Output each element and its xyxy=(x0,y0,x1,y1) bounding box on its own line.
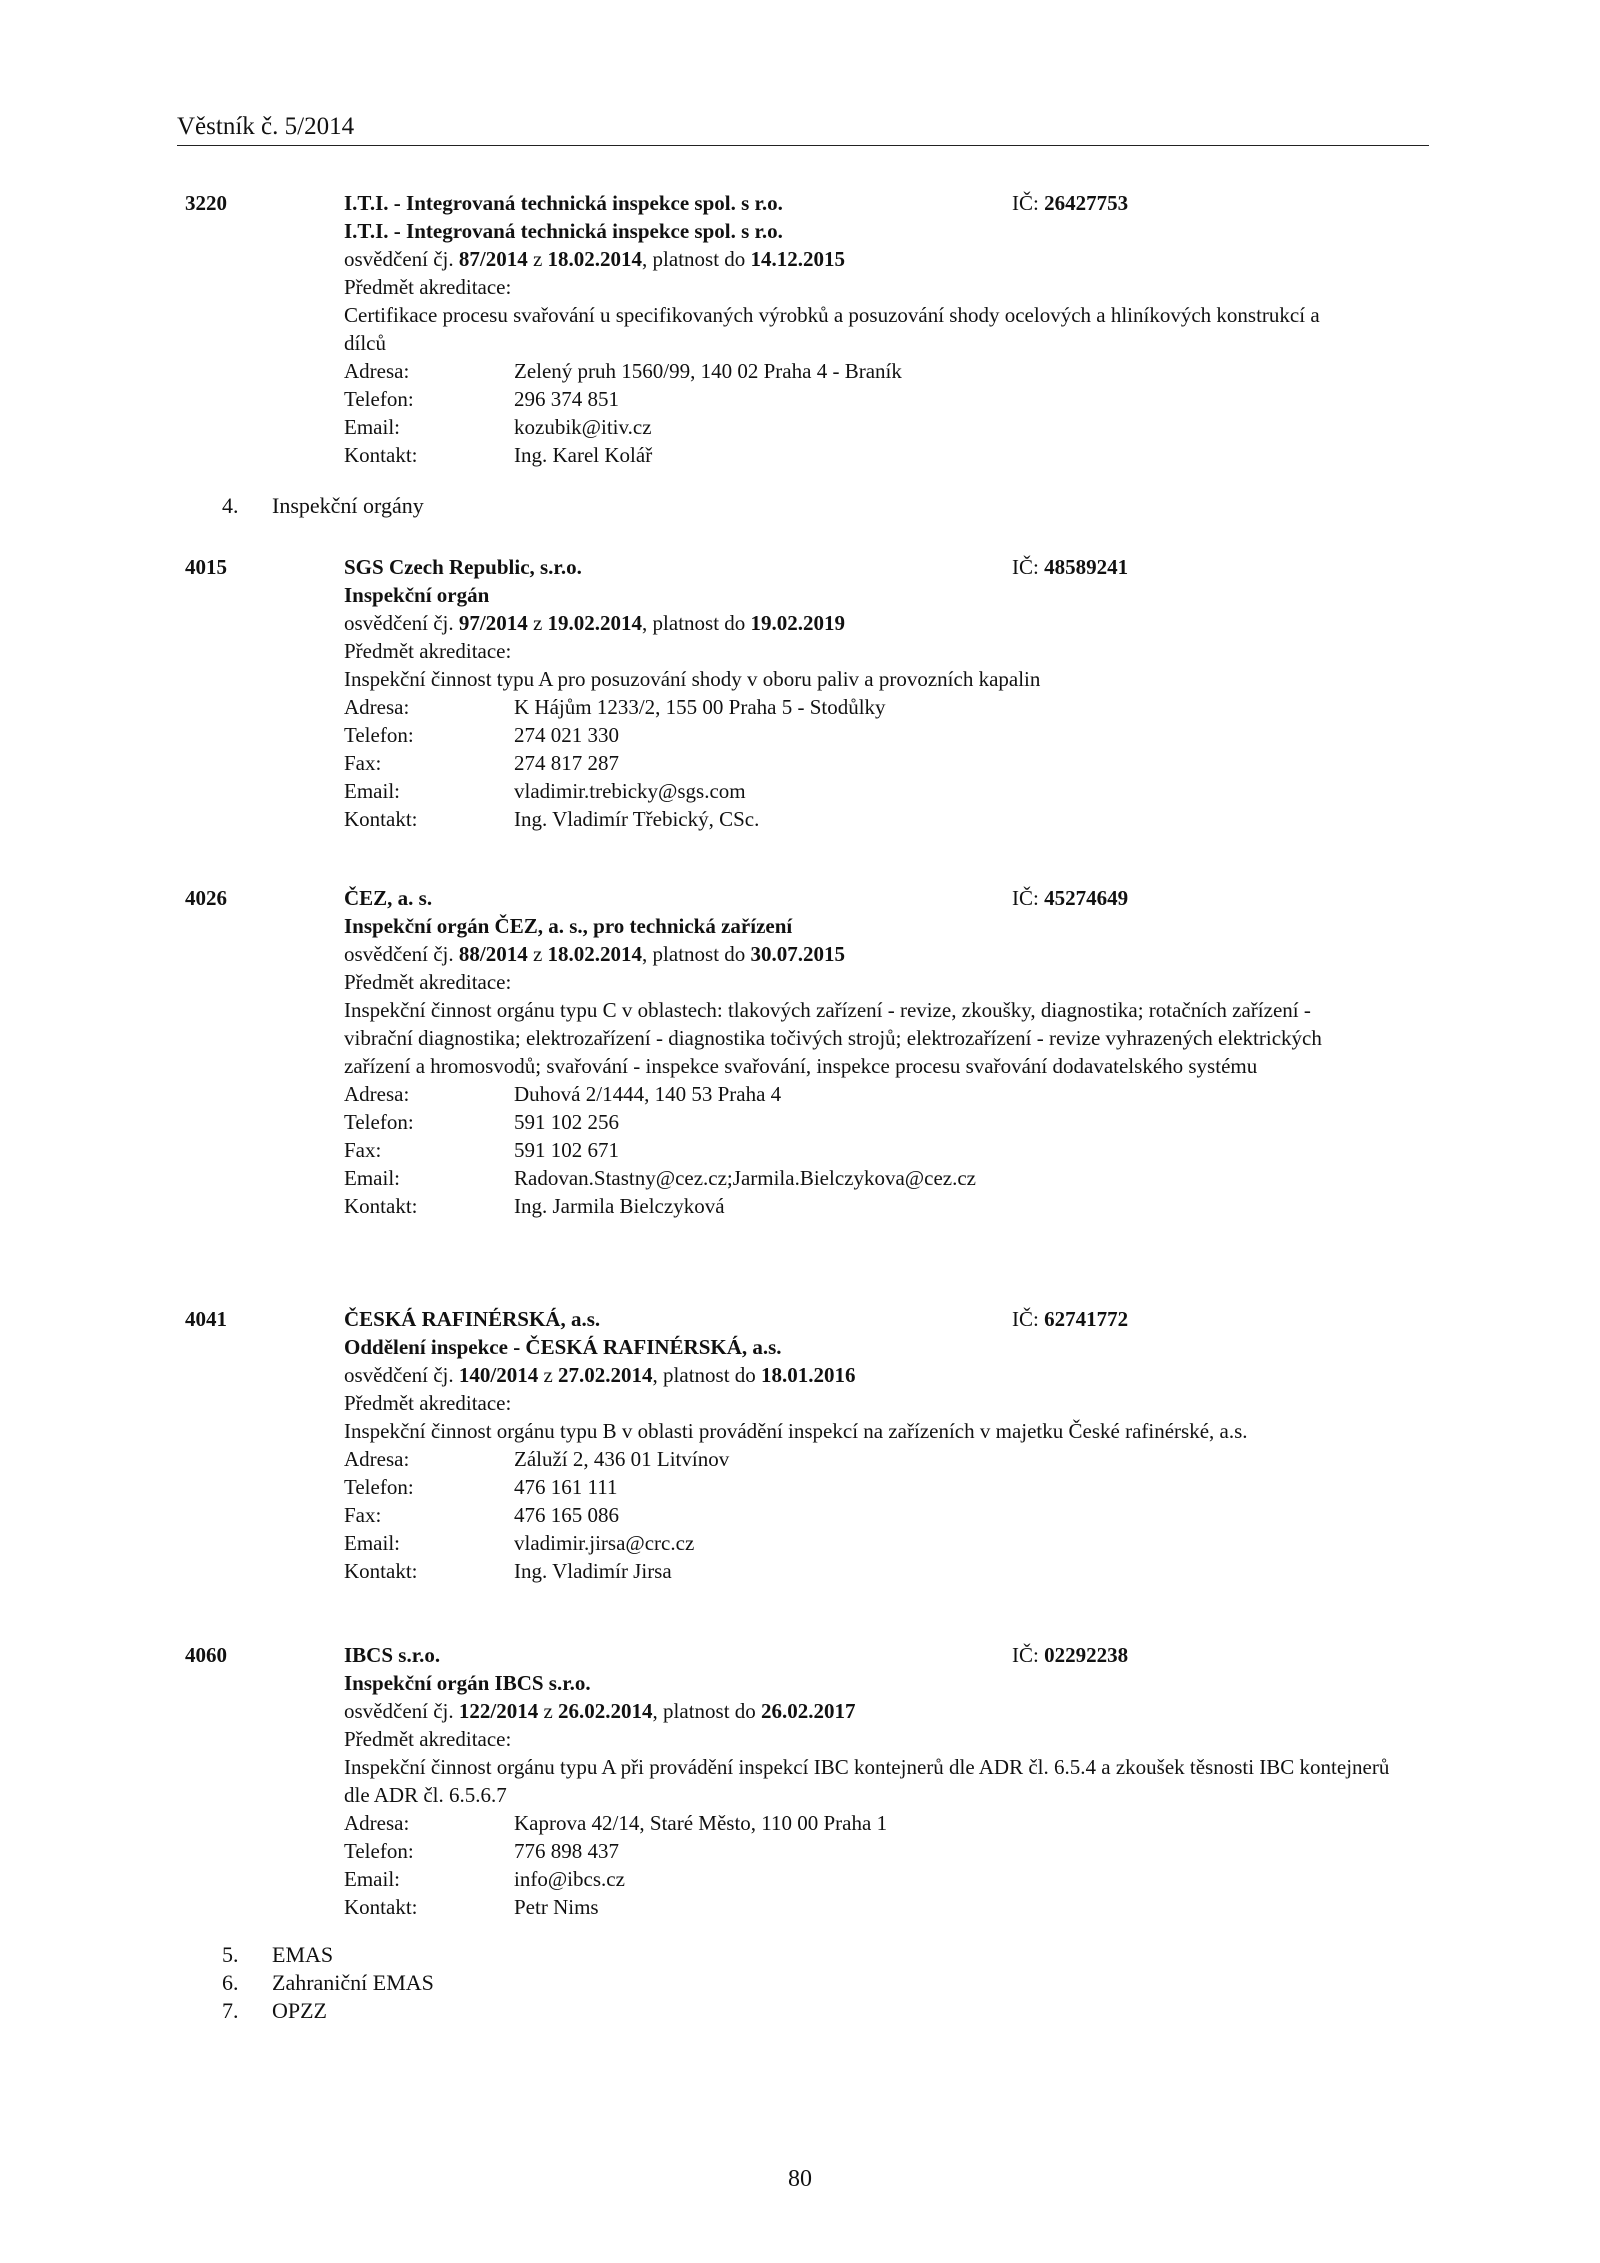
entity-name: I.T.I. - Integrovaná technická inspekce spol. s r.o. xyxy=(344,191,783,215)
entity-subname: Oddělení inspekce - ČESKÁ RAFINÉRSKÁ, a.s. xyxy=(344,1335,782,1359)
phone-row: Telefon: 591 102 256 xyxy=(344,1110,619,1134)
entry-body xyxy=(344,553,1424,833)
certificate-line: osvědčení čj. 122/2014 z 26.02.2014, platnost do 26.02.2017 xyxy=(344,1699,856,1723)
ico: IČ: 02292238 xyxy=(1012,1643,1129,1667)
phone-row: Telefon: 274 021 330 xyxy=(344,723,619,747)
certificate-line: osvědčení čj. 140/2014 z 27.02.2014, platnost do 18.01.2016 xyxy=(344,1363,856,1387)
address-row: Adresa: Duhová 2/1444, 140 53 Praha 4 xyxy=(344,1082,782,1106)
section-4-label: Inspekční orgány xyxy=(272,493,424,518)
fax-row: Fax: 591 102 671 xyxy=(344,1138,619,1162)
entry-body xyxy=(344,1641,1424,1921)
subject-text: Inspekční činnost orgánu typu C v oblastech: tlakových zařízení - revize, zkoušky, diagnostika; rotačních zařízení - vibrační diagnostika; elektrozařízení - diagnostika točivých strojů; elektrozařízení - revize vyhrazených elektrických zařízení a hromosvodů; svařování - inspekce svařování, inspekce procesu svařování dodavatelského systému xyxy=(344,998,1322,1078)
entity-name: ČESKÁ RAFINÉRSKÁ, a.s. xyxy=(344,1307,601,1331)
entity-subname: Inspekční orgán xyxy=(344,583,490,607)
section-4-number: 4. xyxy=(222,493,239,518)
certificate-line: osvědčení čj. 97/2014 z 19.02.2014, platnost do 19.02.2019 xyxy=(344,611,846,635)
entry-body xyxy=(344,884,1424,1220)
subject-label: Předmět akreditace: xyxy=(344,275,512,299)
subject-label: Předmět akreditace: xyxy=(344,1727,512,1751)
email-row: Email: Radovan.Stastny@cez.cz;Jarmila.Bielczykova@cez.cz xyxy=(344,1166,976,1190)
entity-subname: Inspekční orgán IBCS s.r.o. xyxy=(344,1671,591,1695)
subject-text: Inspekční činnost typu A pro posuzování shody v oboru paliv a provozních kapalin xyxy=(344,667,1041,691)
contact-row: Kontakt: Ing. Karel Kolář xyxy=(344,443,653,467)
entry-code: 3220 xyxy=(185,191,227,215)
phone-row: Telefon: 296 374 851 xyxy=(344,387,619,411)
section-6-number: 6. xyxy=(222,1970,239,1995)
address-row: Adresa: K Hájům 1233/2, 155 00 Praha 5 - Stodůlky xyxy=(344,695,886,719)
entry-body xyxy=(344,1305,1424,1585)
certificate-line: osvědčení čj. 88/2014 z 18.02.2014, platnost do 30.07.2015 xyxy=(344,942,846,966)
entity-subname: Inspekční orgán ČEZ, a. s., pro technická zařízení xyxy=(344,914,793,938)
subject-text: Certifikace procesu svařování u specifikovaných výrobků a posuzování shody ocelových a hliníkových konstrukcí a dílců xyxy=(344,303,1320,355)
fax-row: Fax: 476 165 086 xyxy=(344,1503,619,1527)
entity-name: SGS Czech Republic, s.r.o. xyxy=(344,555,582,579)
ico: IČ: 62741772 xyxy=(1012,1307,1129,1331)
address-row: Adresa: Kaprova 42/14, Staré Město, 110 00 Praha 1 xyxy=(344,1811,888,1835)
subject-label: Předmět akreditace: xyxy=(344,639,512,663)
subject-label: Předmět akreditace: xyxy=(344,1391,512,1415)
subject-text: Inspekční činnost orgánu typu A při provádění inspekcí IBC kontejnerů dle ADR čl. 6.5.4 a zkoušek těsnosti IBC kontejnerů dle ADR čl. 6.5.6.7 xyxy=(344,1755,1390,1807)
section-7-label: OPZZ xyxy=(272,1998,327,2023)
email-row: Email: vladimir.jirsa@crc.cz xyxy=(344,1531,695,1555)
page-number: 80 xyxy=(788,2166,812,2192)
entity-name: ČEZ, a. s. xyxy=(344,886,433,910)
subject-label: Předmět akreditace: xyxy=(344,970,512,994)
page-header xyxy=(177,112,1429,146)
email-row: Email: vladimir.trebicky@sgs.com xyxy=(344,779,746,803)
entry-code: 4026 xyxy=(185,886,227,910)
fax-row: Fax: 274 817 287 xyxy=(344,751,619,775)
contact-row: Kontakt: Ing. Vladimír Jirsa xyxy=(344,1559,672,1583)
ico: IČ: 48589241 xyxy=(1012,555,1129,579)
contact-row: Kontakt: Ing. Jarmila Bielczyková xyxy=(344,1194,725,1218)
address-row: Adresa: Zelený pruh 1560/99, 140 02 Praha 4 - Braník xyxy=(344,359,902,383)
ico: IČ: 26427753 xyxy=(1012,191,1129,215)
section-6-label: Zahraniční EMAS xyxy=(272,1970,434,1995)
entry-code: 4060 xyxy=(185,1643,227,1667)
subject-text: Inspekční činnost orgánu typu B v oblasti provádění inspekcí na zařízeních v majetku České rafinérské, a.s. xyxy=(344,1419,1248,1443)
entity-name: IBCS s.r.o. xyxy=(344,1643,441,1667)
journal-title: Věstník č. 5/2014 xyxy=(177,113,355,140)
ico: IČ: 45274649 xyxy=(1012,886,1129,910)
email-row: Email: kozubik@itiv.cz xyxy=(344,415,652,439)
entry-code: 4015 xyxy=(185,555,227,579)
contact-row: Kontakt: Ing. Vladimír Třebický, CSc. xyxy=(344,807,760,831)
entry-body xyxy=(344,189,1424,469)
section-5-label: EMAS xyxy=(272,1942,334,1967)
entity-subname: I.T.I. - Integrovaná technická inspekce spol. s r.o. xyxy=(344,219,783,243)
phone-row: Telefon: 476 161 111 xyxy=(344,1475,618,1499)
entry-code: 4041 xyxy=(185,1307,227,1331)
certificate-line: osvědčení čj. 87/2014 z 18.02.2014, platnost do 14.12.2015 xyxy=(344,247,846,271)
section-7-number: 7. xyxy=(222,1998,239,2023)
contact-row: Kontakt: Petr Nims xyxy=(344,1895,599,1919)
address-row: Adresa: Záluží 2, 436 01 Litvínov xyxy=(344,1447,730,1471)
section-5-number: 5. xyxy=(222,1942,239,1967)
phone-row: Telefon: 776 898 437 xyxy=(344,1839,619,1863)
email-row: Email: info@ibcs.cz xyxy=(344,1867,625,1891)
